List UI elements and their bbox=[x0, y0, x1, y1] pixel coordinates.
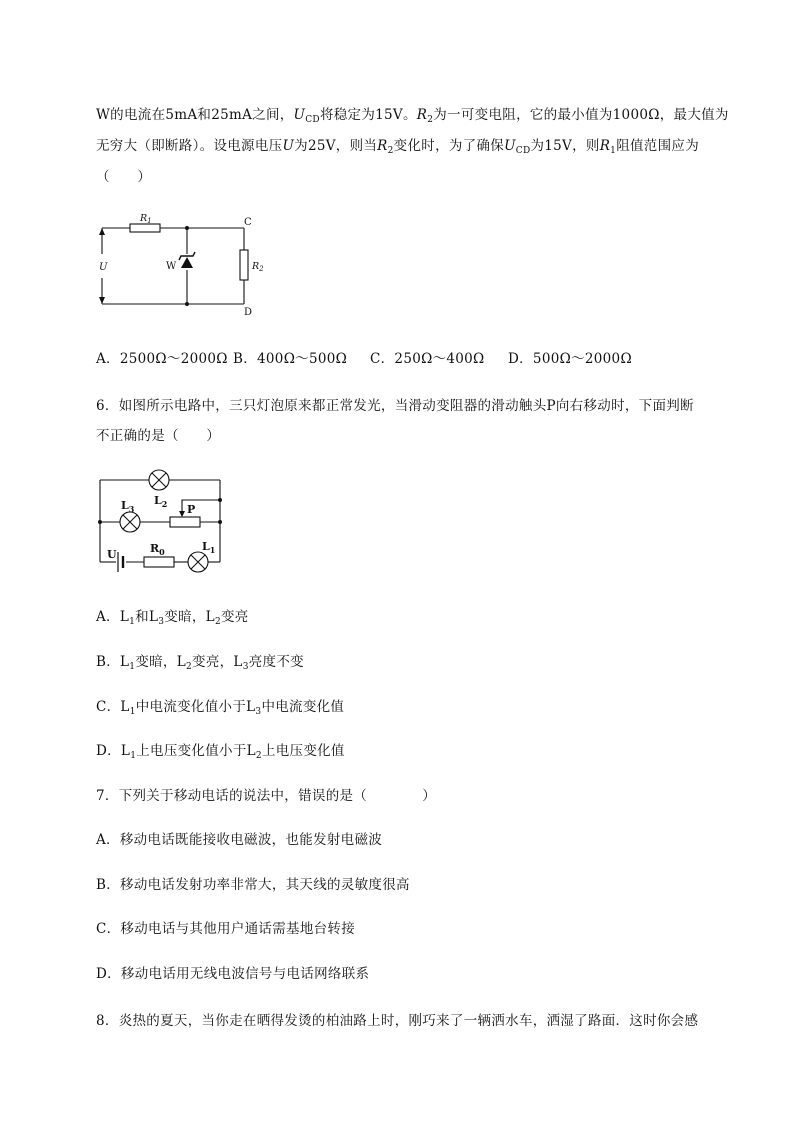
q7-stem: 7．下列关于移动电话的说法中，错误的是（ ） bbox=[96, 788, 437, 804]
q6-circuit-diagram bbox=[92, 462, 232, 580]
resistor-r0-icon bbox=[144, 557, 174, 567]
lamp-l2-icon bbox=[149, 470, 169, 490]
l1-label: $L_1$ bbox=[202, 540, 216, 555]
r1-label: $R_1$ bbox=[140, 213, 152, 225]
q5-stem-line1: W的电流在5mA和25mA之间，$U_{CD}$将稳定为15V。$R_2$为一可变电阻，它的最小值为1000Ω，最大值为 bbox=[96, 107, 729, 125]
q6-option-d: D．$L_1$上电压变化值小于$L_2$上电压变化值 bbox=[96, 743, 345, 761]
q6-stem-line2: 不正确的是（ ） bbox=[96, 428, 221, 444]
p-label: P bbox=[187, 503, 196, 516]
q7-option-b: B．移动电话发射功率非常大，其天线的灵敏度很高 bbox=[96, 877, 410, 893]
q5-option-c: C．250Ω～400Ω bbox=[370, 351, 485, 367]
q6-option-c: C．$L_1$中电流变化值小于$L_3$中电流变化值 bbox=[96, 699, 345, 717]
w-label: W bbox=[166, 261, 177, 272]
l2-label: $L_2$ bbox=[154, 494, 168, 509]
q7-option-a: A．移动电话既能接收电磁波，也能发射电磁波 bbox=[96, 832, 383, 848]
q5-option-b: B．400Ω～500Ω bbox=[233, 351, 348, 367]
resistor-r1-icon bbox=[130, 224, 160, 232]
d-terminal-label: D bbox=[244, 307, 253, 318]
q5-answer-bracket: （ ） bbox=[96, 169, 152, 185]
arrow-down-icon bbox=[99, 297, 105, 304]
rheostat-icon bbox=[170, 517, 200, 527]
junction-dot bbox=[98, 520, 102, 524]
q5-option-d: D．500Ω～2000Ω bbox=[508, 351, 632, 367]
resistor-r2-icon bbox=[240, 250, 248, 280]
q5-stem-line2: 无穷大（即断路）。设电源电压U为25V，则当$R_2$变化时，为了确保$U_{CD}$为15V，则$R_1$阻值范围应为 bbox=[96, 138, 700, 156]
battery-icon bbox=[118, 552, 123, 572]
junction-dot bbox=[185, 226, 189, 230]
r2-label: $R_2$ bbox=[252, 261, 264, 273]
q5-option-a: A．2500Ω～2000Ω bbox=[96, 351, 228, 367]
lamp-l1-icon bbox=[188, 552, 208, 572]
q6-option-a: A．$L_1$和$L_3$变暗，$L_2$变亮 bbox=[96, 609, 249, 627]
q8-stem: 8．炎热的夏天，当你走在晒得发烫的柏油路上时，刚巧来了一辆洒水车，洒湿了路面．这时你会感 bbox=[96, 1013, 699, 1029]
q7-option-d: D．移动电话用无线电波信号与电话网络联系 bbox=[96, 966, 370, 982]
l3-label: $L_3$ bbox=[121, 499, 135, 514]
q7-option-c: C．移动电话与其他用户通话需基地台转接 bbox=[96, 921, 356, 937]
u-label: U bbox=[99, 262, 108, 273]
q5-circuit-diagram bbox=[92, 212, 282, 320]
junction-dot bbox=[185, 302, 189, 306]
junction-dot bbox=[218, 498, 222, 502]
c-terminal-label: C bbox=[244, 217, 252, 228]
zener-diode-icon bbox=[179, 252, 195, 268]
slider-arrow-icon bbox=[179, 511, 185, 517]
arrow-up-icon bbox=[99, 228, 105, 235]
u-label: U bbox=[107, 548, 117, 561]
junction-dot bbox=[218, 520, 222, 524]
q6-stem-line1: 6．如图所示电路中，三只灯泡原来都正常发光，当滑动变阻器的滑动触头P向右移动时，下面判断 bbox=[96, 398, 694, 414]
lamp-l3-icon bbox=[120, 512, 140, 532]
q6-option-b: B．$L_1$变暗，$L_2$变亮，$L_3$亮度不变 bbox=[96, 654, 304, 672]
r0-label: $R_0$ bbox=[150, 542, 165, 557]
